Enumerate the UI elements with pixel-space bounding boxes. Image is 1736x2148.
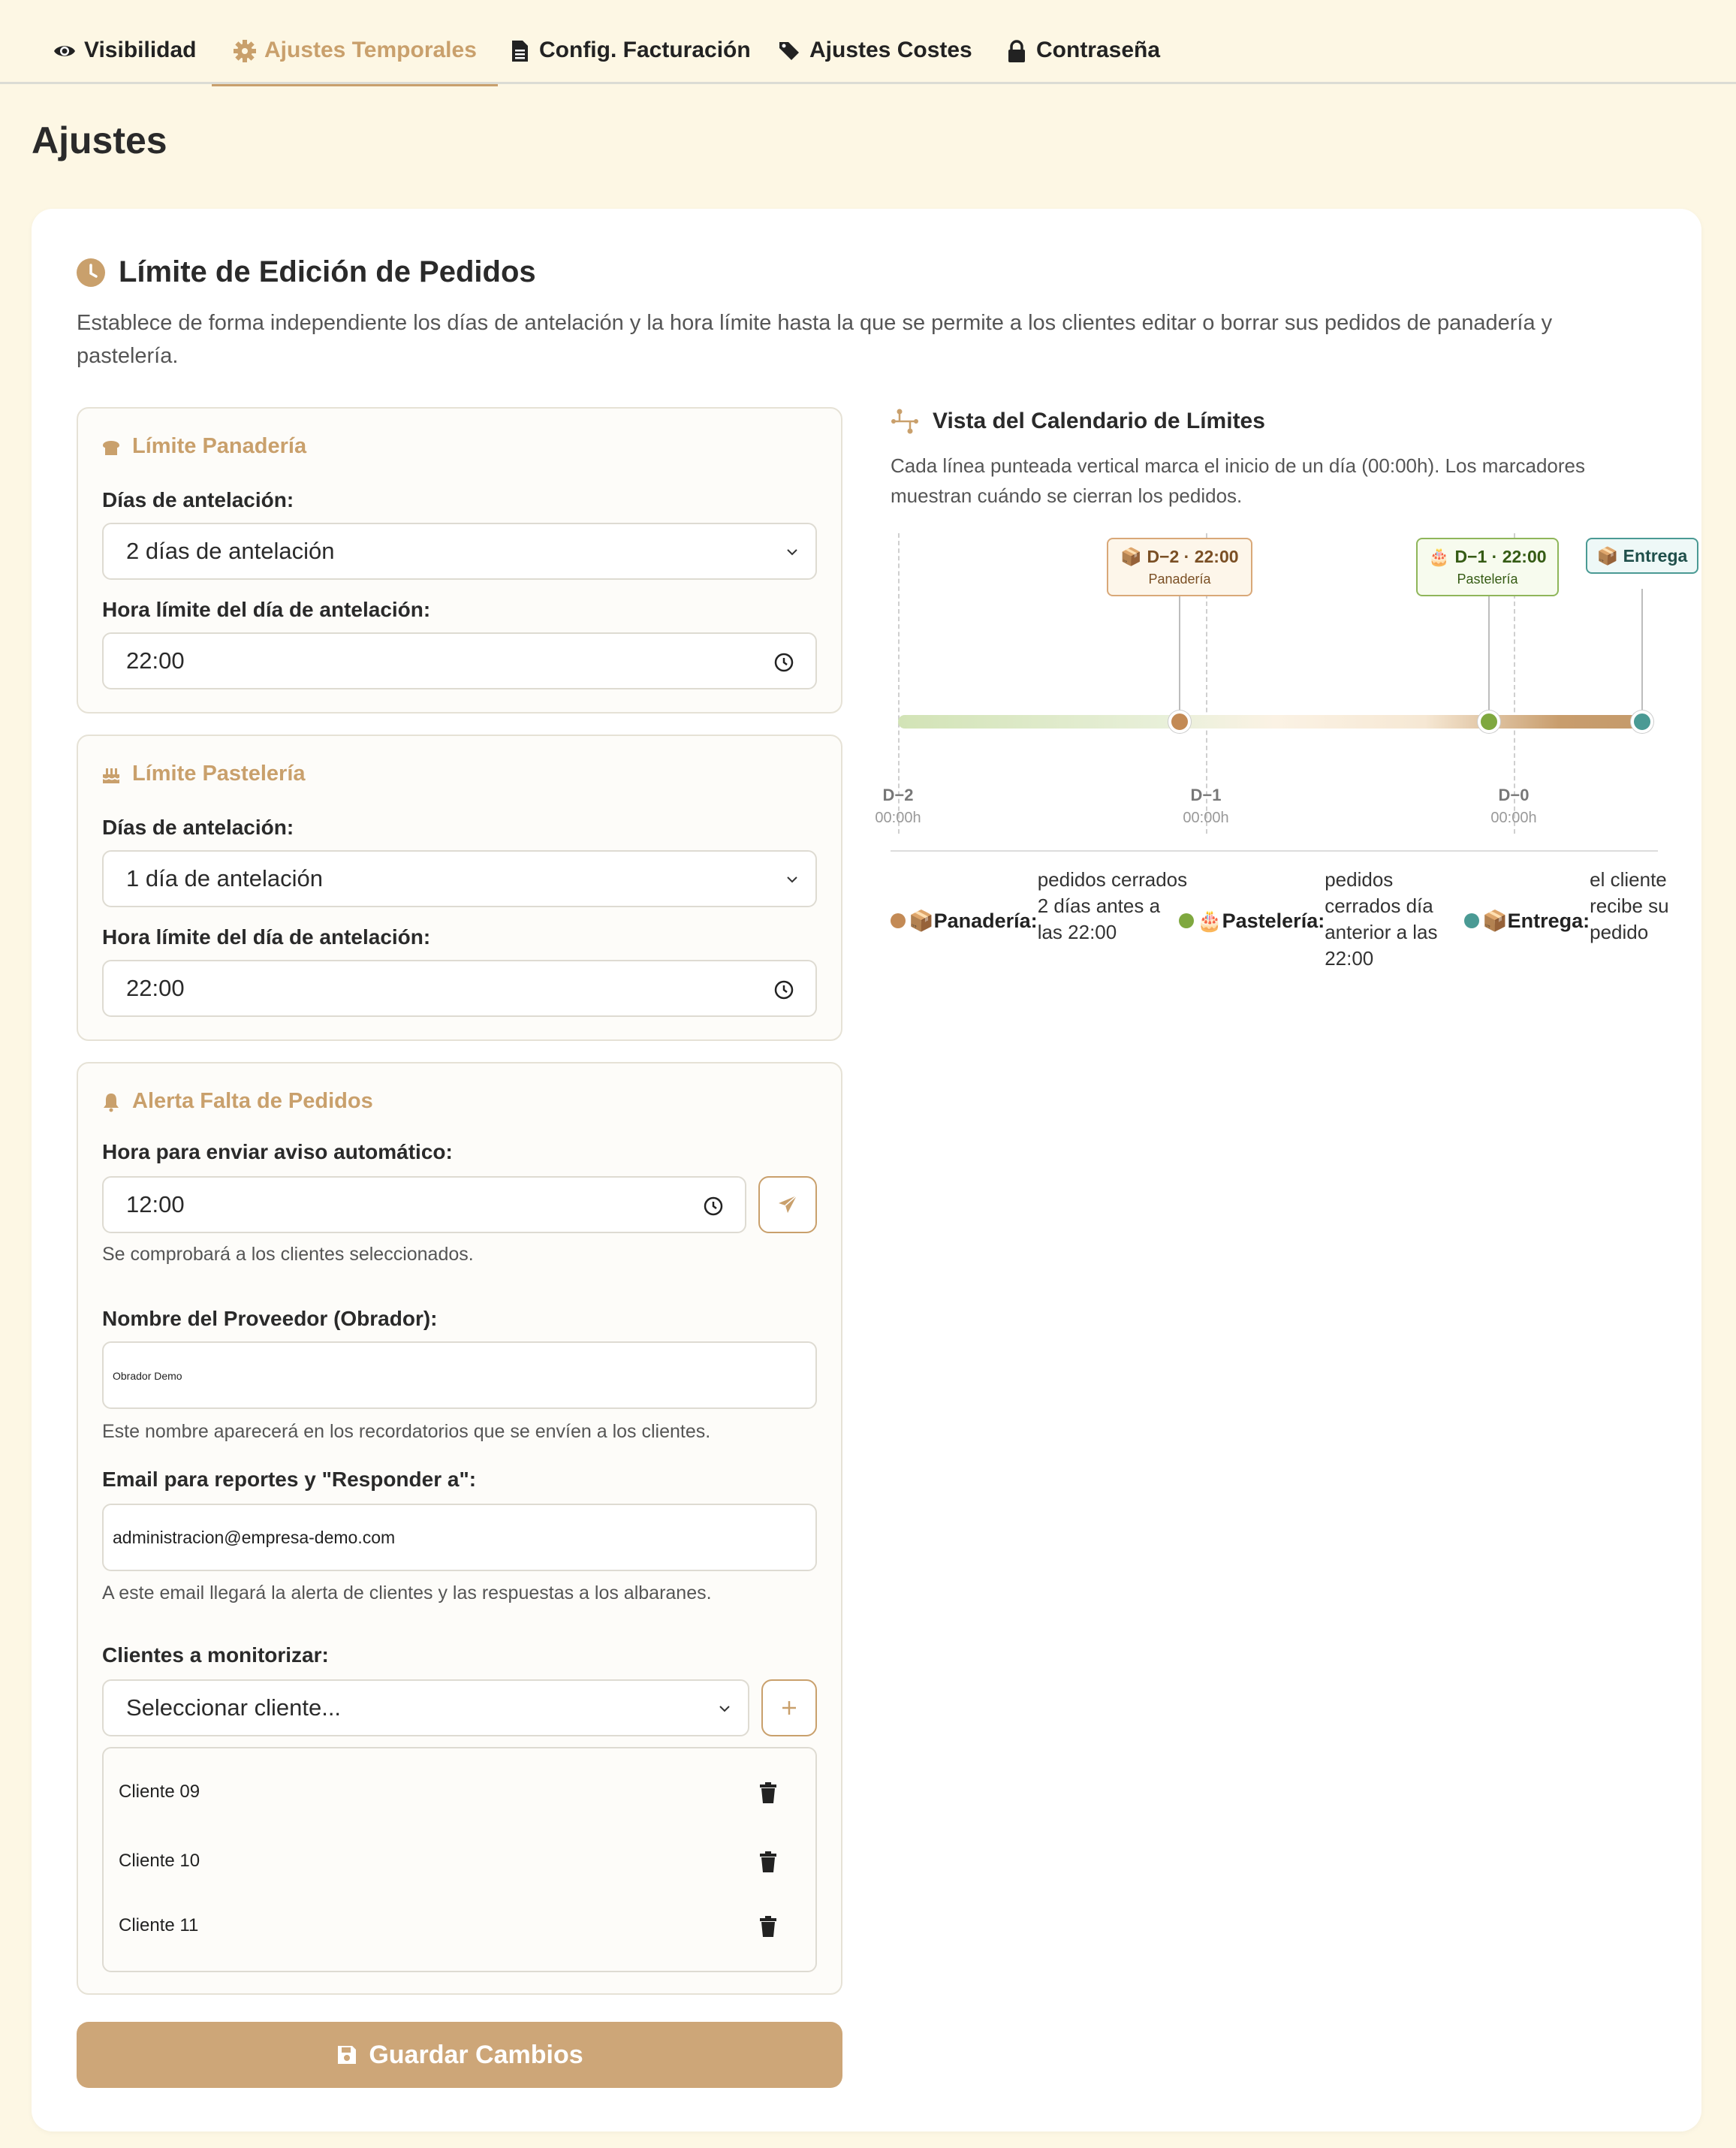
tab-label: Contraseña	[1036, 38, 1161, 62]
clock-icon[interactable]	[773, 652, 794, 673]
day-label: D−1	[1190, 786, 1222, 804]
trash-icon[interactable]	[758, 1851, 778, 1873]
entrega-dot	[1631, 710, 1653, 733]
timeline-title-text: Vista del Calendario de Límites	[933, 409, 1265, 433]
provider-input[interactable]	[102, 1341, 817, 1409]
clock-icon[interactable]	[703, 1196, 724, 1217]
alerta-hour-label: Hora para enviar aviso automático:	[102, 1140, 453, 1163]
tab-ajustes-temporales[interactable]	[233, 27, 477, 84]
day-label-d0	[1476, 786, 1551, 827]
provider-label: Nombre del Proveedor (Obrador):	[102, 1307, 438, 1330]
eye-icon	[53, 39, 77, 63]
alerta-hour-value: 12:00	[126, 1191, 185, 1217]
timeline-description: Cada línea punteada vertical marca el inicio de un día (00:00h). Los marcadores muestran cuándo se cierran los pedidos.	[891, 454, 1585, 507]
tab-contrasena[interactable]	[1005, 27, 1160, 84]
day-label-d1	[1168, 786, 1243, 827]
bread-icon	[101, 436, 122, 457]
legend-name: 📦Entrega:	[1482, 910, 1590, 932]
save-button[interactable]	[77, 2022, 842, 2088]
client-name: Cliente 11	[119, 1915, 199, 1935]
trash-icon[interactable]	[758, 1915, 778, 1938]
legend-text: pedidos cerrados 2 días antes a las 22:00	[1037, 868, 1188, 943]
day-time: 00:00h	[875, 810, 921, 826]
legend-text: el cliente recibe su pedido	[1590, 868, 1669, 943]
tab-config-facturacion[interactable]	[508, 27, 751, 84]
chevron-down-icon	[784, 544, 800, 560]
alerta-heading	[101, 1089, 373, 1114]
send-alert-button[interactable]	[758, 1176, 817, 1233]
panaderia-days-value: 2 días de antelación	[126, 538, 335, 564]
marker-subtitle: Panadería	[1148, 572, 1211, 587]
legend-name: 🎂Pastelería:	[1197, 910, 1325, 932]
tags-icon	[778, 39, 802, 63]
panaderia-title: Límite Panadería	[132, 434, 307, 458]
gear-icon	[233, 39, 257, 63]
pasteleria-marker	[1416, 538, 1559, 596]
cake-icon	[101, 764, 122, 785]
list-item	[119, 1769, 802, 1815]
legend-dot	[891, 913, 906, 928]
email-label: Email para reportes y "Responder a":	[102, 1468, 477, 1491]
tab-ajustes-costes[interactable]	[778, 27, 972, 84]
chevron-down-icon	[784, 871, 800, 888]
provider-hint: Este nombre aparecerá en los recordatorios que se envíen a los clientes.	[102, 1421, 711, 1442]
page-title: Ajustes	[32, 119, 167, 161]
plus-icon	[778, 1697, 800, 1719]
marker-subtitle: Pastelería	[1457, 572, 1518, 587]
clock-icon[interactable]	[773, 979, 794, 1000]
day-label-d2	[860, 786, 936, 827]
floppy-disk-icon	[336, 2044, 358, 2066]
clock-icon	[77, 258, 105, 287]
client-name: Cliente 10	[119, 1851, 200, 1871]
panaderia-hour-input[interactable]	[102, 632, 817, 689]
pasteleria-dot	[1478, 710, 1500, 733]
email-hint: A este email llegará la alerta de clientes y las respuestas a los albaranes.	[102, 1582, 712, 1603]
marker-title: 📦 Entrega	[1596, 545, 1688, 566]
client-select[interactable]	[102, 1679, 749, 1736]
pasteleria-days-value: 1 día de antelación	[126, 865, 323, 891]
timeline-chart	[856, 526, 1719, 864]
day-time: 00:00h	[1183, 810, 1229, 826]
panaderia-heading	[101, 434, 306, 459]
client-select-value: Seleccionar cliente...	[126, 1694, 342, 1721]
legend-name: 📦Panadería:	[909, 910, 1038, 932]
panaderia-hour-label: Hora límite del día de antelación:	[102, 598, 431, 621]
day-time: 00:00h	[1490, 810, 1537, 826]
card-title-text: Límite de Edición de Pedidos	[119, 255, 536, 288]
tab-label: Config. Facturación	[539, 38, 751, 62]
legend-pasteleria	[1179, 867, 1460, 972]
marker-title: 📦 D−2 · 22:00	[1120, 547, 1239, 566]
tab-label: Visibilidad	[84, 38, 197, 62]
marker-title: 🎂 D−1 · 22:00	[1428, 547, 1547, 566]
alerta-hour-input[interactable]	[102, 1176, 746, 1233]
panaderia-hour-value: 22:00	[126, 647, 185, 674]
save-button-label: Guardar Cambios	[369, 2040, 583, 2069]
client-list	[102, 1747, 817, 1972]
tab-bar	[0, 0, 1736, 84]
card-description: Establece de forma independiente los días de antelación y la hora límite hasta la que se permite a los clientes editar o borrar sus pedidos de panadería y pastelería.	[77, 311, 1553, 368]
client-name: Cliente 09	[119, 1781, 200, 1802]
panaderia-marker	[1107, 538, 1252, 596]
provider-value: Obrador Demo	[113, 1370, 182, 1382]
marker-stem	[1179, 596, 1180, 715]
email-value: administracion@empresa-demo.com	[113, 1527, 396, 1547]
email-input[interactable]	[102, 1504, 817, 1571]
pasteleria-heading	[101, 762, 306, 786]
trash-icon[interactable]	[758, 1781, 778, 1804]
document-icon	[508, 39, 532, 63]
legend-dot	[1464, 913, 1479, 928]
list-item	[119, 1903, 802, 1948]
day-label: D−0	[1498, 786, 1530, 804]
pasteleria-days-select[interactable]	[102, 850, 817, 907]
day-label: D−2	[882, 786, 914, 804]
add-client-button[interactable]	[761, 1679, 817, 1736]
alerta-title: Alerta Falta de Pedidos	[132, 1089, 373, 1113]
pasteleria-hour-input[interactable]	[102, 960, 817, 1017]
pasteleria-days-label: Días de antelación:	[102, 816, 294, 839]
pasteleria-hour-value: 22:00	[126, 975, 185, 1001]
chevron-down-icon	[716, 1700, 733, 1717]
tab-label: Ajustes Costes	[809, 38, 972, 62]
legend-panaderia	[891, 867, 1188, 946]
clients-label: Clientes a monitorizar:	[102, 1643, 329, 1667]
pasteleria-hour-label: Hora límite del día de antelación:	[102, 925, 431, 949]
pasteleria-title: Límite Pastelería	[132, 762, 306, 786]
paper-plane-icon	[776, 1193, 799, 1216]
tab-label: Ajustes Temporales	[264, 38, 477, 62]
timeline-title	[891, 409, 1265, 434]
alerta-hour-hint: Se comprobará a los clientes seleccionados.	[102, 1244, 474, 1265]
marker-stem	[1641, 589, 1643, 715]
timeline-divider	[891, 850, 1658, 852]
card-title	[77, 255, 536, 289]
panaderia-days-label: Días de antelación:	[102, 488, 294, 511]
legend-text: pedidos cerrados día anterior a las 22:00	[1325, 868, 1438, 970]
list-item	[119, 1839, 802, 1884]
timeline-bar	[898, 715, 1650, 729]
marker-stem	[1488, 596, 1490, 715]
lock-icon	[1005, 39, 1029, 63]
tab-visibilidad[interactable]	[53, 27, 197, 84]
panaderia-dot	[1168, 710, 1191, 733]
legend-entrega	[1464, 867, 1680, 946]
bell-icon	[101, 1091, 122, 1112]
timeline-icon	[891, 409, 919, 434]
panaderia-days-select[interactable]	[102, 523, 817, 580]
legend-dot	[1179, 913, 1194, 928]
entrega-marker	[1586, 538, 1698, 574]
